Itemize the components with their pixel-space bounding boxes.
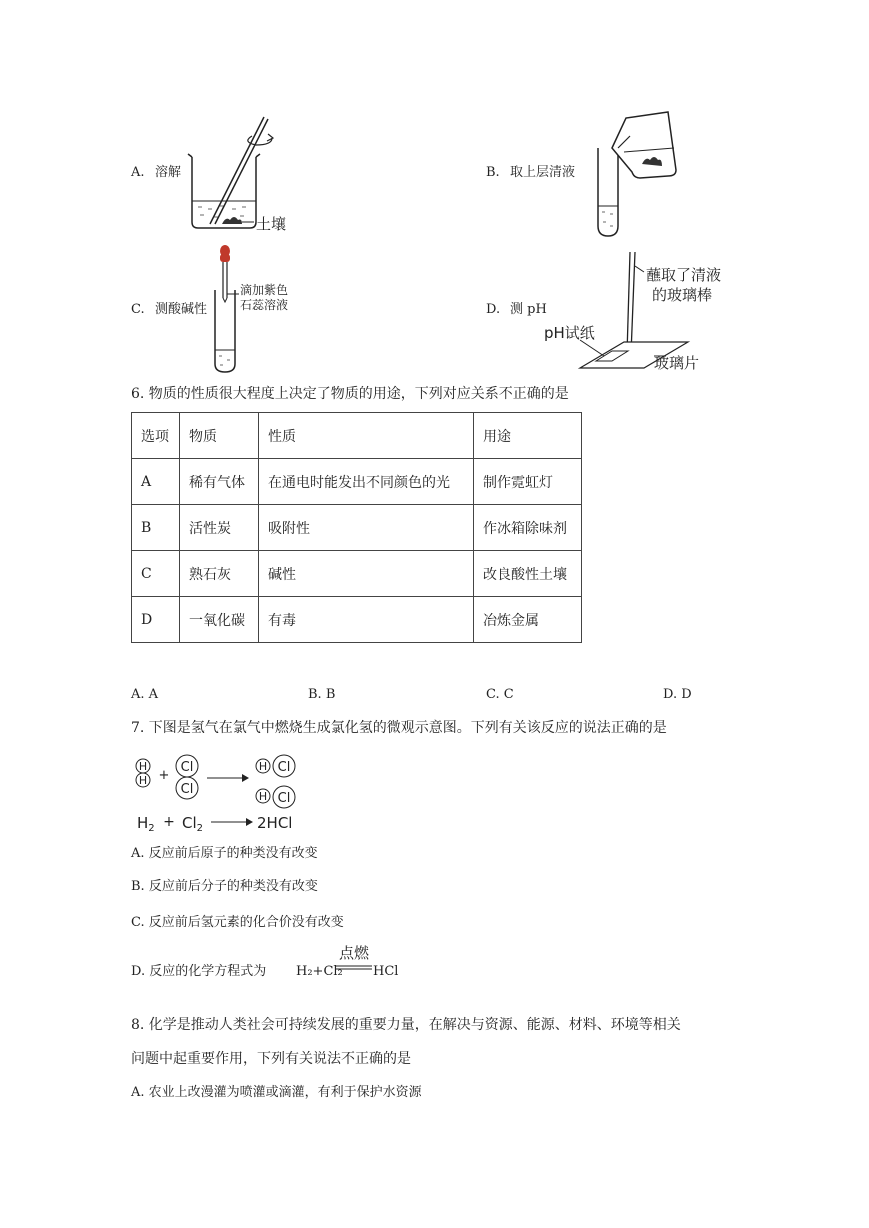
q8-stem-line2: 问题中起重要作用，下列有关说法不正确的是 (131, 1051, 411, 1067)
table-cell: B (132, 505, 180, 551)
table-cell: 改良酸性土壤 (474, 551, 582, 597)
decanting-figure (580, 108, 680, 240)
ph-paper-callout: pH试纸 (544, 324, 595, 342)
table-cell: 一氧化碳 (180, 597, 259, 643)
molecule-atom-label: Cl (277, 760, 291, 775)
table-cell: 制作霓虹灯 (474, 459, 582, 505)
q6-choice-d: D. D (663, 687, 692, 702)
formula-cl: Cl (182, 814, 197, 832)
h2-cl2-reaction-diagram (131, 752, 311, 834)
dissolving-beaker-figure (180, 112, 300, 237)
table-header-cell: 选项 (132, 413, 180, 459)
table-cell: 在通电时能发出不同颜色的光 (259, 459, 474, 505)
q7-option-d-rhs: HCl (373, 964, 399, 979)
table-cell: C (132, 551, 180, 597)
table-header-cell: 性质 (259, 413, 474, 459)
table-header-cell: 物质 (180, 413, 259, 459)
soil-callout: 土壤 (256, 215, 287, 233)
q5-option-b-letter: B. (486, 165, 500, 180)
table-cell: D (132, 597, 180, 643)
q5-option-d-text: 测 pH (510, 302, 547, 317)
formula-cl2 (182, 814, 203, 834)
table-cell: 熟石灰 (180, 551, 259, 597)
table-cell: 碱性 (259, 551, 474, 597)
q5-option-b-text: 取上层清液 (510, 165, 576, 180)
glass-rod-callout-line1: 蘸取了清液 (646, 266, 722, 284)
table-cell: 稀有气体 (180, 459, 259, 505)
table-row (132, 597, 582, 643)
q7-option-c: C. 反应前后氢元素的化合价没有改变 (131, 915, 344, 930)
formula-subscript: 2 (196, 823, 204, 834)
formula-product: 2HCl (257, 814, 293, 832)
q5-option-c-text: 测酸碱性 (155, 302, 208, 317)
q5-option-c-letter: C. (131, 302, 145, 317)
table-cell: 活性炭 (180, 505, 259, 551)
table-cell: 冶炼金属 (474, 597, 582, 643)
q7-option-d-prefix: D. 反应的化学方程式为 (131, 964, 267, 979)
q6-choice-a: A. A (131, 687, 159, 702)
table-cell: 吸附性 (259, 505, 474, 551)
table-header-cell: 用途 (474, 413, 582, 459)
molecule-atom-label: H (138, 760, 148, 773)
q5-option-a-letter: A. (131, 165, 145, 180)
table-row (132, 459, 582, 505)
q7-stem: 7. 下图是氢气在氯气中燃烧生成氯化氢的微观示意图。下列有关该反应的说法正确的是 (131, 720, 667, 736)
glass-rod-callout-line2: 的玻璃棒 (652, 286, 713, 304)
litmus-test-tube-figure (205, 244, 305, 374)
q7-option-d-condition: 点燃 (339, 944, 370, 962)
table-row (132, 551, 582, 597)
molecule-atom-label: H (138, 774, 148, 787)
q7-option-b: B. 反应前后分子的种类没有改变 (131, 879, 318, 894)
table-header-row (132, 413, 582, 459)
q6-choice-c: C. C (486, 687, 514, 702)
litmus-callout-line2: 石蕊溶液 (240, 298, 289, 312)
q6-stem: 6. 物质的性质很大程度上决定了物质的用途，下列对应关系不正确的是 (131, 386, 569, 402)
q6-table (131, 412, 582, 643)
litmus-callout-line1: 滴加紫色 (240, 283, 289, 297)
table-cell: A (132, 459, 180, 505)
table-cell: 有毒 (259, 597, 474, 643)
molecule-atom-label: H (258, 760, 268, 773)
table-row (132, 505, 582, 551)
molecule-atom-label: Cl (180, 782, 194, 797)
formula-plus: + (163, 814, 175, 830)
molecule-atom-label: H (258, 790, 268, 803)
ph-test-figure (540, 248, 740, 378)
formula-h: H (137, 814, 149, 832)
q5-option-a-text: 溶解 (155, 165, 182, 180)
plus-sign: + (158, 768, 170, 783)
table-cell: 作冰箱除味剂 (474, 505, 582, 551)
equation-equals-sign (336, 965, 376, 975)
formula-h2 (137, 814, 155, 834)
molecule-atom-label: Cl (180, 760, 194, 775)
q7-option-d-lhs: H₂+Cl₂ (296, 964, 343, 979)
q8-stem-line1: 8. 化学是推动人类社会可持续发展的重要力量，在解决与资源、能源、材料、环境等相关 (131, 1017, 681, 1033)
glass-slide-callout: 玻璃片 (654, 354, 700, 372)
q7-option-a: A. 反应前后原子的种类没有改变 (131, 846, 318, 861)
formula-subscript: 2 (148, 823, 155, 834)
q6-choice-b: B. B (308, 687, 336, 702)
q8-option-a: A. 农业上改漫灌为喷灌或滴灌，有利于保护水资源 (131, 1085, 422, 1100)
molecule-atom-label: Cl (277, 791, 291, 806)
q5-option-d-letter: D. (486, 302, 501, 317)
